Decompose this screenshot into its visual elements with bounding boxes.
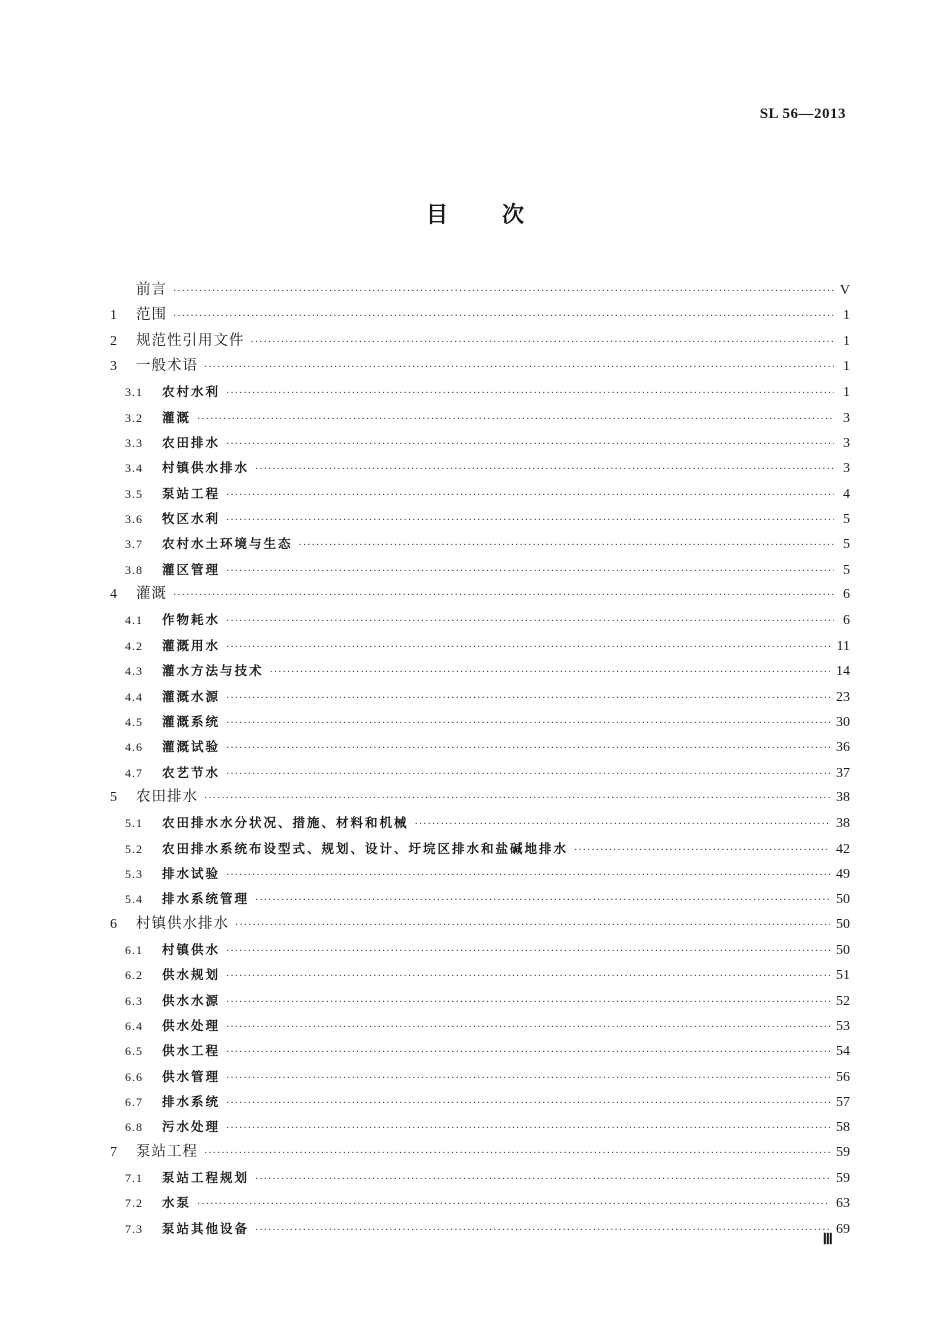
toc-entry[interactable]	[110, 1114, 850, 1139]
toc-entry-number: 4.4	[125, 689, 143, 704]
dot-leader	[226, 609, 834, 634]
toc-entry-title: 村镇供水	[162, 941, 221, 957]
toc-entry-title: 排水系统	[162, 1094, 221, 1109]
toc-entry-page: V	[839, 283, 850, 298]
toc-entry-title: 泵站工程	[136, 1143, 198, 1160]
toc-entry[interactable]	[110, 506, 850, 531]
toc-entry[interactable]	[110, 988, 850, 1013]
toc-entry-title: 泵站其他设备	[162, 1220, 250, 1236]
dot-leader	[173, 279, 834, 304]
toc-entry-page: 14	[836, 664, 850, 680]
toc-entry-page: 6	[843, 587, 850, 603]
toc-entry[interactable]	[110, 709, 850, 734]
toc-entry-title: 范围	[136, 307, 167, 324]
dot-leader	[226, 711, 830, 736]
dot-leader	[226, 381, 834, 406]
document-code: SL 56—2013	[759, 106, 846, 122]
toc-entry[interactable]	[110, 861, 850, 886]
toc-entry-number: 3.8	[125, 562, 143, 577]
toc-entry-number: 3	[110, 359, 117, 375]
toc-entry-page: 1	[843, 359, 850, 375]
dot-leader	[197, 1192, 830, 1217]
dot-leader	[226, 939, 830, 964]
dot-leader	[173, 583, 834, 608]
toc-entry-title: 灌溉试验	[162, 739, 221, 755]
toc-entry-title: 农村水土环境与生态	[162, 536, 293, 552]
toc-entry-title: 泵站工程	[162, 485, 221, 501]
toc-entry-title: 水泵	[162, 1195, 192, 1211]
toc-entry[interactable]	[110, 1064, 850, 1089]
toc-entry-number: 7.3	[125, 1221, 143, 1236]
toc-entry[interactable]	[110, 379, 850, 404]
toc-entry-title: 灌溉系统	[162, 713, 221, 729]
dot-leader	[270, 660, 830, 685]
dot-leader	[235, 913, 830, 938]
toc-entry-page: 3	[843, 436, 850, 452]
toc-entry-number: 3.7	[125, 537, 143, 552]
toc-entry-page: 3	[843, 461, 850, 477]
dot-leader	[226, 964, 830, 989]
toc-entry-number: 4.3	[125, 664, 143, 679]
toc-entry[interactable]	[110, 405, 850, 430]
toc-entry-page: 36	[836, 740, 850, 756]
toc-entry-page: 49	[836, 866, 850, 882]
toc-entry-number: 5.4	[125, 892, 143, 907]
toc-entry-title: 前言	[136, 282, 167, 298]
toc-entry[interactable]	[110, 912, 850, 937]
toc-entry-number: 6.8	[125, 1120, 143, 1135]
toc-entry-title: 农田排水系统布设型式、规划、设计、圩垸区排水和盐碱地排水	[162, 840, 569, 856]
toc-entry[interactable]	[110, 1013, 850, 1038]
toc-entry-number: 6.3	[125, 993, 143, 1008]
dot-leader	[226, 762, 830, 787]
dot-leader	[574, 838, 830, 863]
dot-leader	[226, 686, 830, 711]
toc-entry-title: 灌水方法与技术	[162, 663, 264, 679]
dot-leader	[204, 1141, 830, 1166]
dot-leader	[226, 1091, 830, 1116]
toc-entry[interactable]	[110, 658, 850, 683]
toc-entry-number: 3.3	[125, 436, 143, 451]
toc-entry-title: 供水水源	[162, 992, 221, 1008]
toc-entry[interactable]	[110, 1190, 850, 1215]
dot-leader	[226, 559, 834, 584]
toc-entry-number: 4.2	[125, 638, 143, 653]
toc-entry[interactable]	[110, 1089, 850, 1114]
toc-entry[interactable]	[110, 684, 850, 709]
toc-entry[interactable]	[110, 633, 850, 658]
toc-entry[interactable]	[110, 455, 850, 480]
toc-entry-number: 5	[110, 789, 117, 805]
toc-entry[interactable]	[110, 836, 850, 861]
toc-entry[interactable]	[110, 607, 850, 632]
toc-entry-page: 38	[836, 789, 850, 805]
toc-entry-title: 供水规划	[162, 967, 221, 983]
toc-entry-number: 3.5	[125, 486, 143, 501]
dot-leader	[255, 888, 830, 913]
toc-entry-title: 灌区管理	[162, 561, 221, 577]
toc-entry-page: 5	[843, 512, 850, 528]
toc-entry-number: 6.2	[125, 968, 143, 983]
toc-entry-number: 3.6	[125, 512, 143, 527]
toc-entry-title: 排水试验	[162, 865, 221, 881]
toc-entry[interactable]	[110, 937, 850, 962]
toc-entry-number: 7.2	[125, 1196, 143, 1211]
toc-entry-title: 农艺节水	[162, 764, 221, 780]
toc-entry[interactable]	[110, 886, 850, 911]
toc-entry-number: 6.4	[125, 1018, 143, 1033]
page-title: 目次	[425, 203, 578, 228]
dot-leader	[226, 736, 830, 761]
toc-entry[interactable]	[110, 785, 850, 810]
toc-entry-number: 4.5	[125, 714, 143, 729]
toc-entry-page: 54	[836, 1044, 850, 1060]
toc-entry-page: 56	[836, 1069, 850, 1085]
page-number: Ⅲ	[822, 1232, 833, 1248]
dot-leader	[226, 432, 834, 457]
toc-entry-page: 5	[843, 562, 850, 578]
toc-entry-number: 4.7	[125, 765, 143, 780]
toc-entry[interactable]	[110, 760, 850, 785]
toc-entry-title: 供水管理	[162, 1068, 221, 1084]
toc-entry-page: 1	[843, 333, 850, 349]
toc-entry-number: 7	[110, 1144, 117, 1160]
dot-leader	[415, 812, 830, 837]
toc-entry-page: 30	[836, 714, 850, 730]
toc-entry-title: 排水系统管理	[162, 891, 250, 907]
toc-entry-page: 1	[843, 308, 850, 324]
toc-entry-page: 42	[836, 841, 850, 857]
toc-entry[interactable]	[110, 481, 850, 506]
toc-entry-number: 6.1	[125, 942, 143, 957]
dot-leader	[226, 508, 834, 533]
toc-entry[interactable]	[110, 303, 850, 328]
toc-entry-number: 5.2	[125, 841, 143, 856]
toc-entry-page: 5	[843, 537, 850, 553]
toc-entry-title: 农田排水	[136, 788, 198, 805]
toc-entry[interactable]	[110, 557, 850, 582]
toc-entry-title: 泵站工程规划	[162, 1170, 250, 1186]
toc-entry-page: 69	[836, 1221, 850, 1237]
toc-entry-number: 4.1	[125, 613, 143, 628]
dot-leader	[226, 1015, 830, 1040]
toc-entry-page: 4	[843, 486, 850, 502]
toc-entry-title: 灌溉	[136, 586, 167, 603]
dot-leader	[226, 1040, 830, 1065]
toc-entry-page: 38	[836, 816, 850, 832]
toc-entry-title: 一般术语	[136, 358, 198, 375]
toc-entry-title: 灌溉用水	[162, 637, 221, 653]
toc-entry-title: 村镇供水排水	[136, 915, 229, 932]
dot-leader	[251, 330, 835, 355]
dot-leader	[255, 457, 834, 482]
toc-entry[interactable]	[110, 278, 850, 303]
toc-entry-number: 6	[110, 916, 117, 932]
toc-entry-page: 53	[836, 1018, 850, 1034]
toc-entry-number: 5.3	[125, 866, 143, 881]
toc-entry-page: 52	[836, 993, 850, 1009]
toc-entry-number: 1	[110, 308, 117, 324]
dot-leader	[226, 1066, 830, 1091]
table-of-contents	[110, 278, 850, 1241]
dot-leader	[299, 533, 834, 558]
toc-entry[interactable]	[110, 582, 850, 607]
dot-leader	[226, 483, 834, 508]
toc-entry-title: 农田排水	[162, 435, 221, 451]
toc-entry-number: 4.6	[125, 740, 143, 755]
toc-entry-page: 58	[836, 1120, 850, 1136]
toc-entry-page: 63	[836, 1196, 850, 1212]
toc-entry[interactable]	[110, 962, 850, 987]
toc-entry-title: 灌溉	[162, 409, 192, 425]
toc-entry-page: 57	[836, 1095, 850, 1110]
toc-entry-page: 6	[843, 613, 850, 629]
toc-entry-number: 2	[110, 333, 117, 349]
toc-entry-page: 50	[836, 892, 850, 908]
dot-leader	[226, 1116, 830, 1141]
toc-entry-page: 50	[836, 942, 850, 958]
toc-entry-number: 3.1	[125, 385, 143, 400]
toc-entry-title: 规范性引用文件	[136, 332, 245, 349]
toc-entry-title: 作物耗水	[162, 612, 221, 628]
toc-entry-title: 供水处理	[162, 1017, 221, 1033]
toc-entry-page: 1	[843, 385, 850, 401]
dot-leader	[204, 355, 834, 380]
toc-entry[interactable]	[110, 1165, 850, 1190]
dot-leader	[226, 635, 831, 660]
toc-entry-page: 59	[836, 1144, 850, 1160]
toc-entry-title: 村镇供水排水	[162, 460, 250, 476]
toc-entry[interactable]	[110, 354, 850, 379]
dot-leader	[204, 786, 830, 811]
toc-entry[interactable]	[110, 1038, 850, 1063]
toc-entry[interactable]	[110, 329, 850, 354]
dot-leader	[255, 1218, 830, 1243]
toc-entry-page: 51	[836, 968, 850, 984]
dot-leader	[255, 1167, 830, 1192]
toc-entry-title: 农田排水水分状况、措施、材料和机械	[162, 815, 409, 831]
toc-entry-page: 59	[836, 1171, 850, 1187]
toc-entry-title: 灌溉水源	[162, 688, 221, 704]
toc-entry-number: 3.2	[125, 410, 143, 425]
toc-entry-number: 6.6	[125, 1069, 143, 1084]
toc-entry-title: 供水工程	[162, 1043, 221, 1059]
toc-entry-number: 7.1	[125, 1171, 143, 1186]
dot-leader	[226, 990, 830, 1015]
toc-entry-page: 3	[843, 410, 850, 426]
toc-entry-number: 6.5	[125, 1044, 143, 1059]
toc-entry-page: 23	[836, 689, 850, 705]
toc-entry-title: 牧区水利	[162, 511, 221, 527]
toc-entry-title: 污水处理	[162, 1119, 221, 1135]
toc-entry[interactable]	[110, 810, 850, 835]
toc-entry-page: 11	[836, 638, 850, 654]
toc-entry-title: 农村水利	[162, 384, 221, 400]
toc-entry-page: 50	[836, 916, 850, 932]
toc-entry-number: 3.4	[125, 461, 143, 476]
dot-leader	[226, 863, 830, 888]
dot-leader	[173, 304, 834, 329]
toc-entry[interactable]	[110, 430, 850, 455]
dot-leader	[197, 407, 834, 432]
toc-entry[interactable]	[110, 734, 850, 759]
toc-entry-number: 4	[110, 587, 117, 603]
toc-entry[interactable]	[110, 531, 850, 556]
toc-entry-number: 5.1	[125, 816, 143, 831]
toc-entry-number: 6.7	[125, 1095, 143, 1109]
toc-entry[interactable]	[110, 1216, 850, 1241]
toc-entry[interactable]	[110, 1140, 850, 1165]
toc-entry-page: 37	[836, 765, 850, 781]
